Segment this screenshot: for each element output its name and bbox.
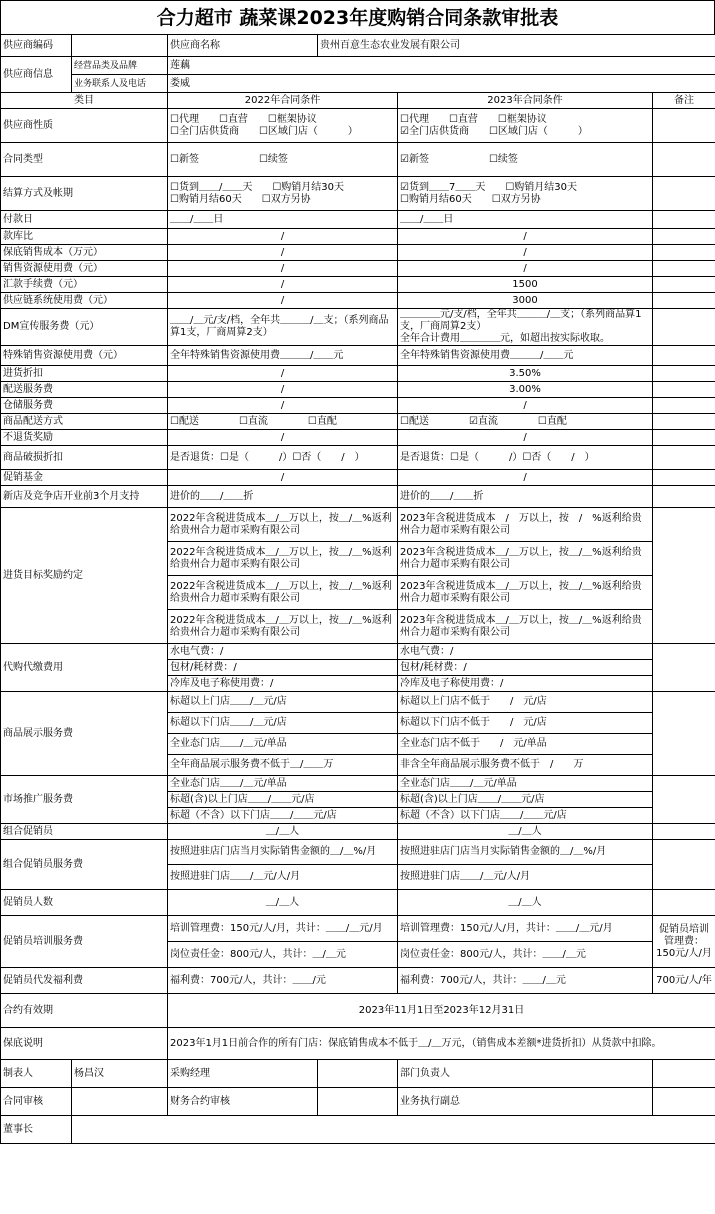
promoter-count-label: 促销员人数 [1, 890, 168, 916]
signoff-row-3 [1, 1116, 715, 1144]
clause-row [1, 414, 715, 430]
vp-label: 业务执行副总 [398, 1088, 653, 1116]
clause-label: 销售资源使用费（元） [1, 261, 168, 277]
clause-2023-value[interactable]: / [398, 261, 653, 277]
maker-value[interactable]: 杨昌汉 [72, 1060, 168, 1088]
display-row [1, 692, 715, 713]
display-2022-value[interactable]: 标超以下门店＿＿/＿元/店 [168, 713, 398, 734]
clause-2023-value[interactable]: 1500 [398, 277, 653, 293]
clause-label: 配送服务费 [1, 382, 168, 398]
display-2023-value[interactable]: 非含全年商品展示服务费不低于 / 万 [398, 755, 653, 776]
clause-2022-value[interactable]: / [168, 245, 398, 261]
finance-label: 财务合约审核 [168, 1088, 318, 1116]
clause-label: 合同类型 [1, 143, 168, 177]
market-2023-value[interactable]: 标超（不含）以下门店＿＿/＿＿元/店 [398, 808, 653, 824]
group-promoter-fee-2022-value[interactable]: 按照进驻店门店当月实际销售金额的＿/＿%/月 [168, 840, 398, 865]
clause-note[interactable] [653, 177, 715, 211]
clause-row [1, 398, 715, 414]
training-2023-value[interactable]: 岗位责任金：800元/人，共计：＿＿/＿元 [398, 942, 653, 968]
clause-row [1, 229, 715, 245]
clause-2022-value[interactable]: 全年特殊销售资源使用费＿＿＿/＿＿元 [168, 346, 398, 366]
clause-note[interactable] [653, 143, 715, 177]
rebate-2022-value[interactable]: 2022年含税进货成本＿/＿万以上，按＿/＿%返利给贵州合力超市采购有限公司 [168, 610, 398, 644]
agency-2023-value[interactable]: 包材/耗材费：/ [398, 660, 653, 676]
clause-label: 结算方式及帐期 [1, 177, 168, 211]
clause-2022-value[interactable]: / [168, 293, 398, 309]
group-promoter-fee-2023-value[interactable]: 按照进驻店门店当月实际销售金额的＿/＿%/月 [398, 840, 653, 865]
clause-note[interactable] [653, 277, 715, 293]
clause-note[interactable] [653, 382, 715, 398]
clause-row [1, 430, 715, 446]
group-promoter-fee-note [653, 840, 715, 890]
clause-note[interactable] [653, 470, 715, 486]
clause-2022-value[interactable]: / [168, 470, 398, 486]
welfare-row [1, 968, 715, 994]
supplier-info-label: 供应商信息 [1, 57, 72, 93]
category-value[interactable]: 莲藕 [168, 57, 715, 75]
clause-2023-value[interactable]: 3.50% [398, 366, 653, 382]
clause-2022-value[interactable]: ☐货到＿＿/＿＿天 ☐购销月结30天 ☐购销月结60天 ☐双方另协 [168, 177, 398, 211]
clause-note[interactable] [653, 414, 715, 430]
audit-sign[interactable] [72, 1088, 168, 1116]
header-note: 备注 [653, 93, 715, 109]
buyer-sign[interactable] [318, 1060, 398, 1088]
agency-2023-value[interactable]: 水电气费：/ [398, 644, 653, 660]
rebate-2023-value[interactable]: 2023年含税进货成本 / 万以上，按 / %返利给贵州合力超市采购有限公司 [398, 508, 653, 542]
welfare-label: 促销员代发福利费 [1, 968, 168, 994]
training-2022-value[interactable]: 岗位责任金：800元/人，共计：＿/＿元 [168, 942, 398, 968]
display-2022-value[interactable]: 全年商品展示服务费不低于＿/＿＿万 [168, 755, 398, 776]
clause-note[interactable] [653, 366, 715, 382]
dept-sign[interactable] [653, 1060, 715, 1088]
market-2023-value[interactable]: 标超(含)以上门店＿＿/＿＿元/店 [398, 792, 653, 808]
training-2022-value[interactable]: 培训管理费：150元/人/月，共计：＿＿/＿元/月 [168, 916, 398, 942]
clause-2023-value[interactable]: ☑新签 ☐续签 [398, 143, 653, 177]
clause-note[interactable] [653, 346, 715, 366]
clause-2023-value[interactable]: / [398, 229, 653, 245]
agency-2023-value[interactable]: 冷库及电子称使用费：/ [398, 676, 653, 692]
welfare-2022[interactable]: 福利费：700元/人，共计：＿＿/元 [168, 968, 398, 994]
clause-2022-value[interactable]: / [168, 398, 398, 414]
clause-row [1, 293, 715, 309]
clause-note[interactable] [653, 109, 715, 143]
clause-2022-value[interactable]: / [168, 261, 398, 277]
guarantee-row [1, 1028, 715, 1060]
clause-2023-value[interactable]: 3000 [398, 293, 653, 309]
clause-2023-value[interactable]: 进价的＿＿/＿＿折 [398, 486, 653, 508]
group-promoter-fee-2022-value[interactable]: 按照进驻门店＿＿/＿元/人/月 [168, 865, 398, 890]
display-label: 商品展示服务费 [1, 692, 168, 776]
clause-label: 款库比 [1, 229, 168, 245]
rebate-label: 进货目标奖励约定 [1, 508, 168, 644]
clause-row [1, 143, 715, 177]
clause-note[interactable] [653, 309, 715, 346]
clause-label: 商品破损折扣 [1, 446, 168, 470]
page-title: 合力超市 蔬菜课2023年度购销合同条款审批表 [0, 0, 715, 34]
group-promoter-label: 组合促销员 [1, 824, 168, 840]
maker-label: 制表人 [1, 1060, 72, 1088]
clause-label: 供应商性质 [1, 109, 168, 143]
signoff-row-2 [1, 1088, 715, 1116]
market-2022-value[interactable]: 标超（不含）以下门店＿＿/＿＿元/店 [168, 808, 398, 824]
header-2022: 2022年合同条件 [168, 93, 398, 109]
clause-label: 汇款手续费（元） [1, 277, 168, 293]
promoter-count-2023[interactable]: ＿/＿人 [398, 890, 653, 916]
approval-table [0, 34, 715, 1144]
clause-note[interactable] [653, 430, 715, 446]
rebate-row [1, 508, 715, 542]
guarantee-value[interactable]: 2023年1月1日前合作的所有门店：保底销售成本不低于＿/＿万元，（销售成本差额*进货折扣）从货款中扣除。 [168, 1028, 715, 1060]
group-promoter-2022[interactable]: ＿/＿人 [168, 824, 398, 840]
display-2022-value[interactable]: 全业态门店＿＿/＿元/单品 [168, 734, 398, 755]
dept-label: 部门负责人 [398, 1060, 653, 1088]
market-row [1, 776, 715, 792]
clause-label: 付款日 [1, 211, 168, 229]
rebate-2023-value[interactable]: 2023年含税进货成本＿/＿万以上，按＿/＿%返利给贵州合力超市采购有限公司 [398, 542, 653, 576]
header-category: 类目 [1, 93, 168, 109]
supplier-category-row [1, 57, 715, 75]
clause-row [1, 277, 715, 293]
clause-row [1, 261, 715, 277]
clause-2023-value[interactable]: 是否退货：☐是（ /）☐否（ / ） [398, 446, 653, 470]
clause-2022-value[interactable]: ☐新签 ☐续签 [168, 143, 398, 177]
rebate-2023-value[interactable]: 2023年含税进货成本＿/＿万以上，按＿/＿%返利给贵州合力超市采购有限公司 [398, 576, 653, 610]
display-2023-value[interactable]: 全业态门店不低于 / 元/单品 [398, 734, 653, 755]
header-2023: 2023年合同条件 [398, 93, 653, 109]
contact-value[interactable]: 娄威 [168, 75, 715, 93]
training-2023-value[interactable]: 培训管理费：150元/人/月，共计：＿＿/＿元/月 [398, 916, 653, 942]
group-promoter-row [1, 824, 715, 840]
clause-2022-value[interactable]: / [168, 277, 398, 293]
clause-row [1, 245, 715, 261]
clause-row [1, 470, 715, 486]
display-note [653, 692, 715, 776]
chairman-sign[interactable] [72, 1116, 715, 1144]
clause-note[interactable] [653, 211, 715, 229]
clause-row [1, 486, 715, 508]
clause-note[interactable] [653, 245, 715, 261]
clause-label: 保底销售成本（万元） [1, 245, 168, 261]
clause-2023-value[interactable]: ＿＿＿＿元/支/档，全年共＿＿＿/＿支；（系列商品算1支，厂商周算2支） 全年合计费用＿＿＿＿元，如超出按实际收取。 [398, 309, 653, 346]
clause-2022-value[interactable]: 进价的＿＿/＿＿折 [168, 486, 398, 508]
clause-note[interactable] [653, 261, 715, 277]
welfare-note: 700元/人/年 [653, 968, 715, 994]
market-note [653, 776, 715, 824]
clause-2023-value[interactable]: / [398, 398, 653, 414]
clause-label: 不退货奖励 [1, 430, 168, 446]
clause-row [1, 211, 715, 229]
welfare-2023[interactable]: 福利费：700元/人，共计：＿＿/＿元 [398, 968, 653, 994]
validity-value[interactable]: 2023年11月1日至2023年12月31日 [168, 994, 715, 1028]
clause-row [1, 446, 715, 470]
clause-label: 特殊销售资源使用费（元） [1, 346, 168, 366]
validity-label: 合约有效期 [1, 994, 168, 1028]
rebate-2022-value[interactable]: 2022年含税进货成本＿/＿万以上，按＿/＿%返利给贵州合力超市采购有限公司 [168, 508, 398, 542]
clause-2022-value[interactable]: 是否退货：☐是（ /）☐否（ / ） [168, 446, 398, 470]
clause-2023-value[interactable]: / [398, 470, 653, 486]
display-2023-value[interactable]: 标超以下门店不低于 / 元/店 [398, 713, 653, 734]
promoter-count-row [1, 890, 715, 916]
clause-note[interactable] [653, 398, 715, 414]
clause-2023-value[interactable]: ☐代理 ☐直营 ☐框架协议 ☑全门店供货商 ☐区域门店（ ） [398, 109, 653, 143]
group-promoter-note[interactable] [653, 824, 715, 840]
vp-sign[interactable] [653, 1088, 715, 1116]
clause-2023-value[interactable]: / [398, 430, 653, 446]
clause-label: 商品配送方式 [1, 414, 168, 430]
clause-label: 仓储服务费 [1, 398, 168, 414]
promoter-count-note[interactable] [653, 890, 715, 916]
clause-label: DM宣传服务费（元） [1, 309, 168, 346]
chairman-label: 董事长 [1, 1116, 72, 1144]
group-promoter-fee-label: 组合促销员服务费 [1, 840, 168, 890]
clause-note[interactable] [653, 229, 715, 245]
agency-note [653, 644, 715, 692]
clause-2022-value[interactable]: / [168, 430, 398, 446]
market-2022-value[interactable]: 标超(含)以上门店＿＿/＿＿元/店 [168, 792, 398, 808]
clause-2022-value[interactable]: / [168, 229, 398, 245]
group-promoter-2023[interactable]: ＿/＿人 [398, 824, 653, 840]
rebate-2022-value[interactable]: 2022年含税进货成本＿/＿万以上，按＿/＿%返利给贵州合力超市采购有限公司 [168, 576, 398, 610]
clause-label: 新店及竞争店开业前3个月支持 [1, 486, 168, 508]
clause-2022-value[interactable]: ＿＿/＿＿日 [168, 211, 398, 229]
rebate-note [653, 508, 715, 644]
signoff-row-1 [1, 1060, 715, 1088]
clause-label: 供应链系统使用费（元） [1, 293, 168, 309]
category-label: 经营品类及品牌 [72, 57, 168, 75]
clause-row [1, 346, 715, 366]
agency-row [1, 644, 715, 660]
clause-2022-value[interactable]: / [168, 366, 398, 382]
agency-2022-value[interactable]: 冷库及电子称使用费：/ [168, 676, 398, 692]
display-2022-value[interactable]: 标超以上门店＿＿/＿元/店 [168, 692, 398, 713]
group-promoter-fee-row [1, 840, 715, 865]
supplier-name-value[interactable]: 贵州百意生态农业发展有限公司 [318, 35, 715, 57]
training-note: 促销员培训管理费：150元/人/月 [653, 916, 715, 968]
buyer-label: 采购经理 [168, 1060, 318, 1088]
agency-2022-value[interactable]: 包材/耗材费：/ [168, 660, 398, 676]
clause-2022-value[interactable]: ☐配送 ☐直流 ☐直配 [168, 414, 398, 430]
finance-sign[interactable] [318, 1088, 398, 1116]
clause-2023-value[interactable]: ☐配送 ☑直流 ☐直配 [398, 414, 653, 430]
clause-row [1, 382, 715, 398]
clause-row [1, 177, 715, 211]
clause-2023-value[interactable]: ＿＿/＿＿日 [398, 211, 653, 229]
agency-2022-value[interactable]: 水电气费：/ [168, 644, 398, 660]
rebate-2023-value[interactable]: 2023年含税进货成本＿/＿万以上，按＿/＿%返利给贵州合力超市采购有限公司 [398, 610, 653, 644]
supplier-code-row [1, 35, 715, 57]
promoter-count-2022[interactable]: ＿/＿人 [168, 890, 398, 916]
market-label: 市场推广服务费 [1, 776, 168, 824]
clause-row [1, 309, 715, 346]
validity-row [1, 994, 715, 1028]
audit-label: 合同审核 [1, 1088, 72, 1116]
clause-2023-value[interactable]: 全年特殊销售资源使用费＿＿＿/＿＿元 [398, 346, 653, 366]
clause-2023-value[interactable]: ☑货到＿＿7＿＿天 ☐购销月结30天 ☐购销月结60天 ☐双方另协 [398, 177, 653, 211]
clause-label: 进货折扣 [1, 366, 168, 382]
display-2023-value[interactable]: 标超以上门店不低于 / 元/店 [398, 692, 653, 713]
clause-2023-value[interactable]: 3.00% [398, 382, 653, 398]
supplier-contact-row [1, 75, 715, 93]
clause-2022-value[interactable]: ＿＿/＿元/支/档，全年共＿＿＿/＿支；（系列商品算1支，厂商周算2支） [168, 309, 398, 346]
contact-label: 业务联系人及电话 [72, 75, 168, 93]
group-promoter-fee-2023-value[interactable]: 按照进驻门店＿＿/＿元/人/月 [398, 865, 653, 890]
market-2022-value[interactable]: 全业态门店＿＿/＿元/单品 [168, 776, 398, 792]
supplier-name-label: 供应商名称 [168, 35, 318, 57]
agency-label: 代购代缴费用 [1, 644, 168, 692]
clause-2022-value[interactable]: ☐代理 ☐直营 ☐框架协议 ☐全门店供货商 ☐区域门店（ ） [168, 109, 398, 143]
market-2023-value[interactable]: 全业态门店＿＿/＿元/单品 [398, 776, 653, 792]
training-label: 促销员培训服务费 [1, 916, 168, 968]
column-header-row [1, 93, 715, 109]
clause-label: 促销基金 [1, 470, 168, 486]
clause-2023-value[interactable]: / [398, 245, 653, 261]
supplier-code-label: 供应商编码 [1, 35, 72, 57]
clause-note[interactable] [653, 446, 715, 470]
clause-row [1, 366, 715, 382]
clause-2022-value[interactable]: / [168, 382, 398, 398]
clause-row [1, 109, 715, 143]
guarantee-label: 保底说明 [1, 1028, 168, 1060]
supplier-code-value[interactable] [72, 35, 168, 57]
clause-note[interactable] [653, 486, 715, 508]
training-row [1, 916, 715, 942]
rebate-2022-value[interactable]: 2022年含税进货成本＿/＿万以上，按＿/＿%返利给贵州合力超市采购有限公司 [168, 542, 398, 576]
clause-note[interactable] [653, 293, 715, 309]
